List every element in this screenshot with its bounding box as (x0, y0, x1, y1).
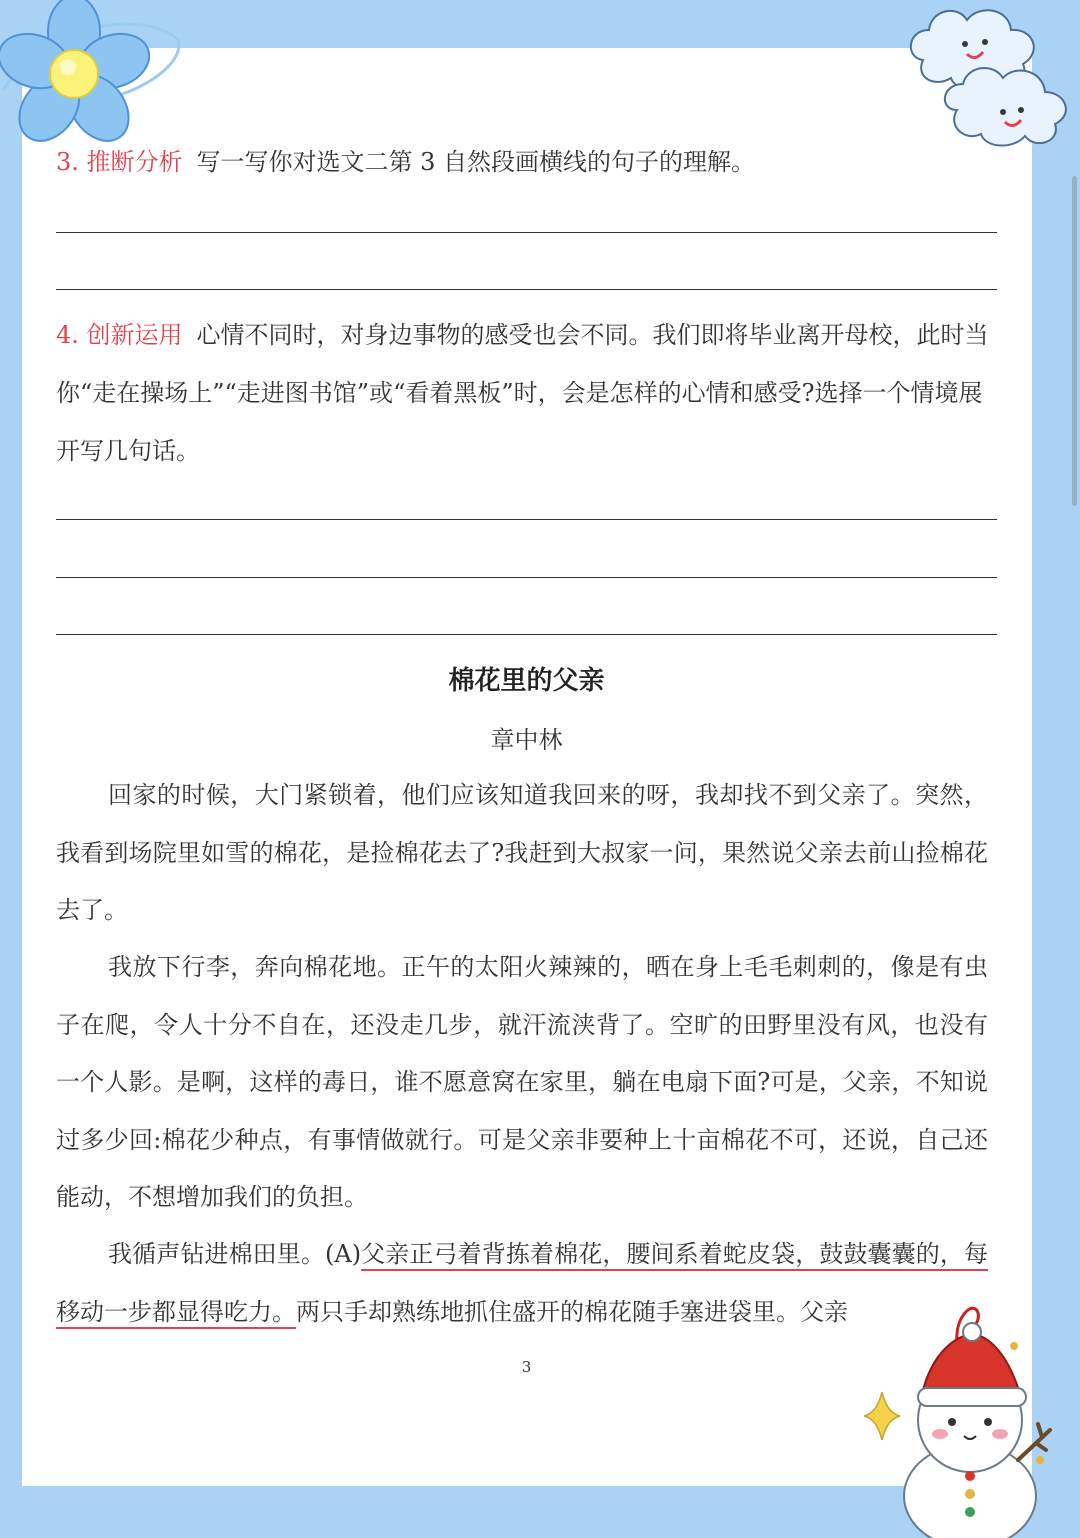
article-paragraph-3 (56, 1226, 988, 1341)
article-paragraph-2: 我放下行李，奔向棉花地。正午的太阳火辣辣的，晒在身上毛毛刺刺的，像是有虫子在爬，令人十分不自在，还没走几步，就汗流浃背了。空旷的田野里没有风，也没有一个人影。是啊，这样的毒日，谁不愿意窝在家里，躺在电扇下面?可是，父亲，不知说过多少回:棉花少种点，有事情做就行。可是父亲非要种上十亩棉花不可，还说，自己还能动，不想增加我们的负担。 (56, 953, 988, 1211)
star-icon (862, 1390, 902, 1442)
question-4 (56, 306, 996, 480)
article-author: 章中林 (490, 726, 563, 754)
paragraph-3-tail: 两只手却熟练地抓住盛开的棉花随手塞进袋里。父亲 (296, 1297, 848, 1326)
sentence-a-marker: (A) (325, 1240, 362, 1268)
smiling-cloud-icon (905, 0, 1080, 165)
answer-line[interactable] (56, 289, 997, 290)
paragraph-3-lead: 我循声钻进棉田里。 (108, 1240, 326, 1268)
page-number: 3 (521, 1358, 532, 1376)
answer-line[interactable] (56, 519, 997, 520)
question-4-label: 4. 创新运用 (56, 321, 183, 349)
underlined-sentence-a: 父亲正弓着背拣着棉花，腰间系着蛇皮袋，鼓鼓囊囊的，每移动一步都显得吃力。 (56, 1240, 989, 1326)
scrollbar[interactable] (1072, 176, 1077, 506)
answer-line[interactable] (56, 232, 997, 233)
answer-line[interactable] (56, 634, 997, 635)
question-3-label: 3. 推断分析 (56, 148, 183, 176)
article-paragraph-1: 回家的时候，大门紧锁着，他们应该知道我回来的呀，我却找不到父亲了。突然，我看到场院里如雪的棉花，是捡棉花去了?我赶到大叔家一问，果然说父亲去前山捡棉花去了。 (56, 781, 988, 924)
answer-line[interactable] (56, 577, 997, 578)
question-4-text: 心情不同时，对身边事物的感受也会不同。我们即将毕业离开母校，此时当你“走在操场上”“走进图书馆”或“看着黑板”时，会是怎样的心情和感受?选择一个情境展开写几句话。 (56, 321, 989, 465)
question-3 (56, 133, 996, 191)
flower-icon (0, 0, 190, 160)
question-3-text: 写一写你对选文二第 3 自然段画横线的句子的理解。 (196, 148, 756, 176)
article-title: 棉花里的父亲 (448, 666, 605, 696)
